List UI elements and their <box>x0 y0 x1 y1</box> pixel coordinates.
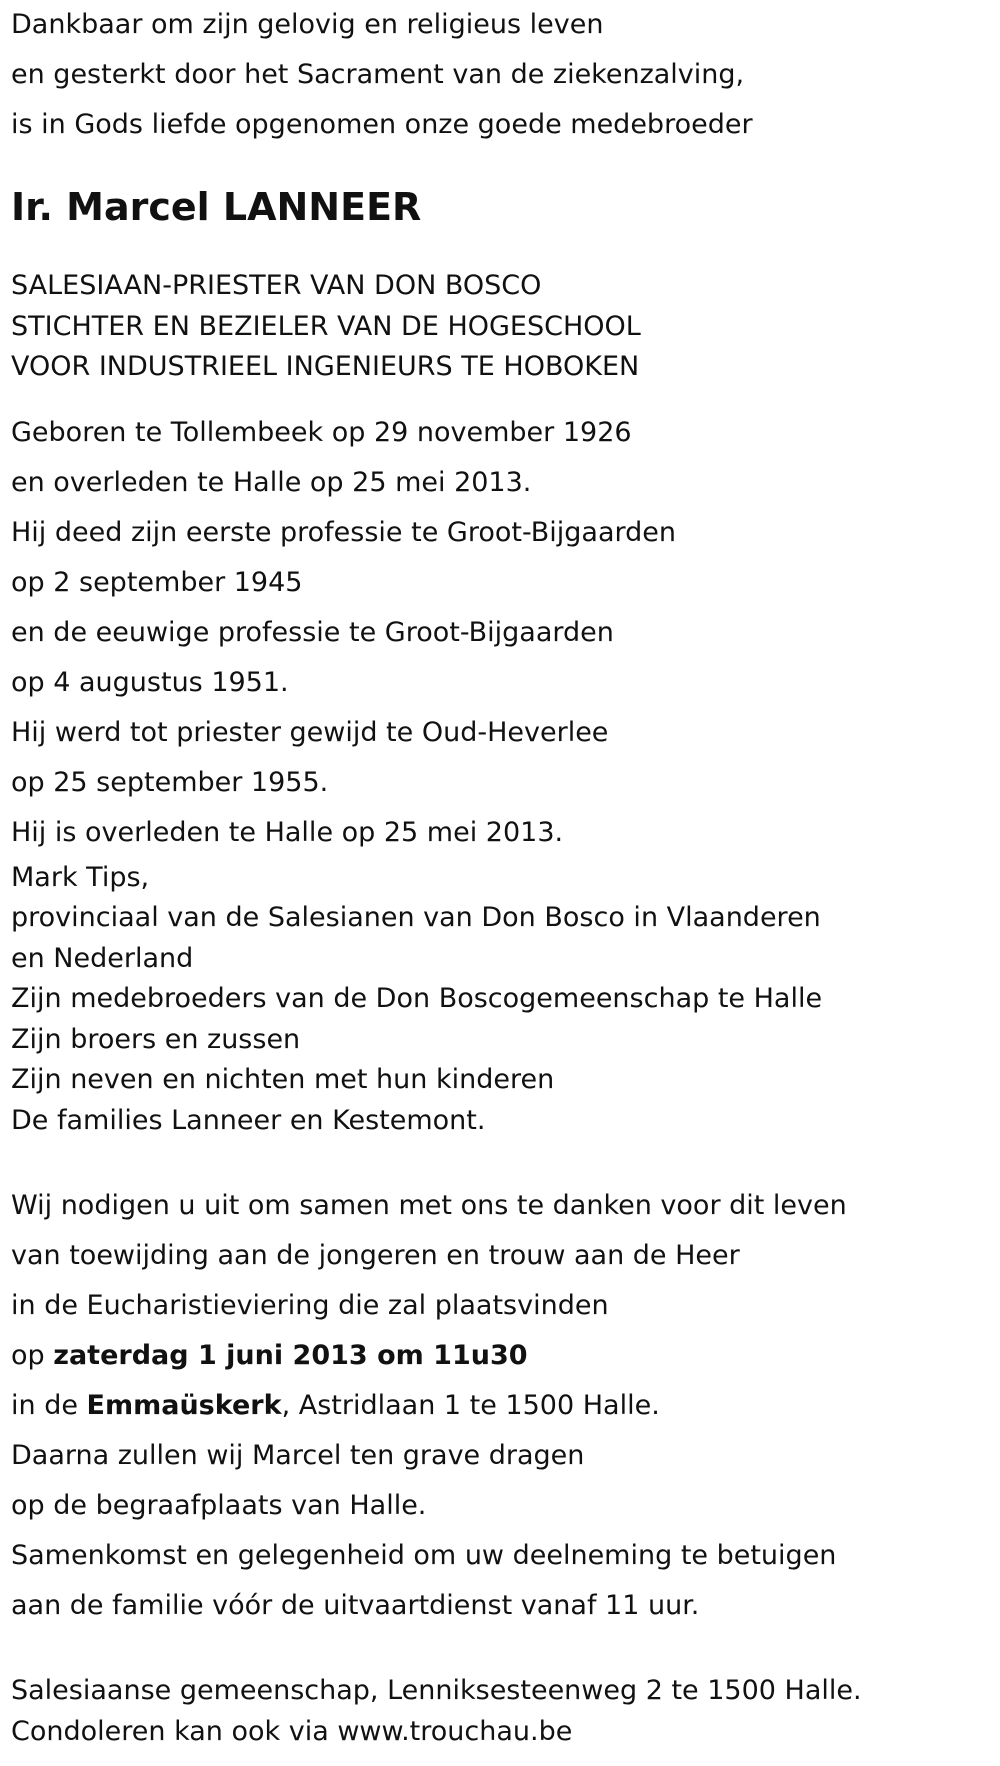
deceased-name: Ir. Marcel LANNEER <box>11 185 422 229</box>
obituary-card <box>11 0 991 1752</box>
mourners-block <box>11 858 991 1142</box>
invitation-line: Daarna zullen wij Marcel ten grave dragen <box>11 1440 585 1471</box>
bio-line: Geboren te Tollembeek op 29 november 1926 <box>11 416 632 448</box>
invitation-line: Samenkomst en gelegenheid om uw deelneming te betuigen <box>11 1540 837 1571</box>
title-line: VOOR INDUSTRIEEL INGENIEURS TE HOBOKEN <box>11 351 640 382</box>
title-line: STICHTER EN BEZIELER VAN DE HOGESCHOOL <box>11 310 641 342</box>
titles-block <box>11 266 991 388</box>
bio-line: op 2 september 1945 <box>11 566 303 598</box>
intro-block <box>11 0 991 150</box>
mourner-line: De families Lanneer en Kestemont. <box>11 1104 486 1136</box>
invitation-line: in de Eucharistieviering die zal plaatsvinden <box>11 1290 609 1321</box>
church-prefix: in de <box>11 1390 87 1421</box>
mourner-line: en Nederland <box>11 942 194 974</box>
mourner-line: provinciaal van de Salesianen van Don Bosco in Vlaanderen <box>11 902 821 933</box>
bio-line: op 4 augustus 1951. <box>11 666 289 698</box>
invitation-line: op de begraafplaats van Halle. <box>11 1490 427 1521</box>
footer-block <box>11 1671 991 1752</box>
footer-condolence: Condoleren kan ook via www.trouchau.be <box>11 1715 573 1747</box>
spacer <box>11 1631 991 1671</box>
spacer <box>11 388 991 408</box>
bio-line: en de eeuwige professie te Groot-Bijgaarden <box>11 616 614 648</box>
date-prefix: op <box>11 1340 54 1371</box>
intro-line: is in Gods liefde opgenomen onze goede medebroeder <box>11 109 753 140</box>
title-line: SALESIAAN-PRIESTER VAN DON BOSCO <box>11 270 542 301</box>
invitation-line: Wij nodigen u uit om samen met ons te danken voor dit leven <box>11 1190 847 1221</box>
bio-line: Hij werd tot priester gewijd te Oud-Heverlee <box>11 716 609 748</box>
invitation-line: aan de familie vóór de uitvaartdienst vanaf 11 uur. <box>11 1590 700 1621</box>
bio-line: op 25 september 1955. <box>11 766 329 798</box>
mourner-line: Zijn medebroeders van de Don Boscogemeenschap te Halle <box>11 983 823 1014</box>
invitation-block <box>11 1181 991 1631</box>
bio-line: en overleden te Halle op 25 mei 2013. <box>11 466 532 498</box>
invitation-line: van toewijding aan de jongeren en trouw aan de Heer <box>11 1240 740 1271</box>
church-address: , Astridlaan 1 te 1500 Halle. <box>281 1390 660 1421</box>
bio-line: Hij deed zijn eerste professie te Groot-Bijgaarden <box>11 516 676 548</box>
mourner-line: Mark Tips, <box>11 861 150 893</box>
footer-address: Salesiaanse gemeenschap, Lenniksesteenweg 2 te 1500 Halle. <box>11 1675 862 1706</box>
intro-line: en gesterkt door het Sacrament van de ziekenzalving, <box>11 59 745 90</box>
bio-line: Hij is overleden te Halle op 25 mei 2013. <box>11 816 564 848</box>
bio-block <box>11 408 991 858</box>
spacer <box>11 1141 991 1181</box>
service-date: zaterdag 1 juni 2013 om 11u30 <box>53 1340 528 1371</box>
service-date-line <box>11 1331 991 1381</box>
mourner-line: Zijn broers en zussen <box>11 1023 301 1055</box>
service-location-line <box>11 1381 991 1431</box>
church-name: Emmaüskerk <box>86 1390 282 1421</box>
intro-line: Dankbaar om zijn gelovig en religieus leven <box>11 9 604 40</box>
mourner-line: Zijn neven en nichten met hun kinderen <box>11 1064 555 1095</box>
